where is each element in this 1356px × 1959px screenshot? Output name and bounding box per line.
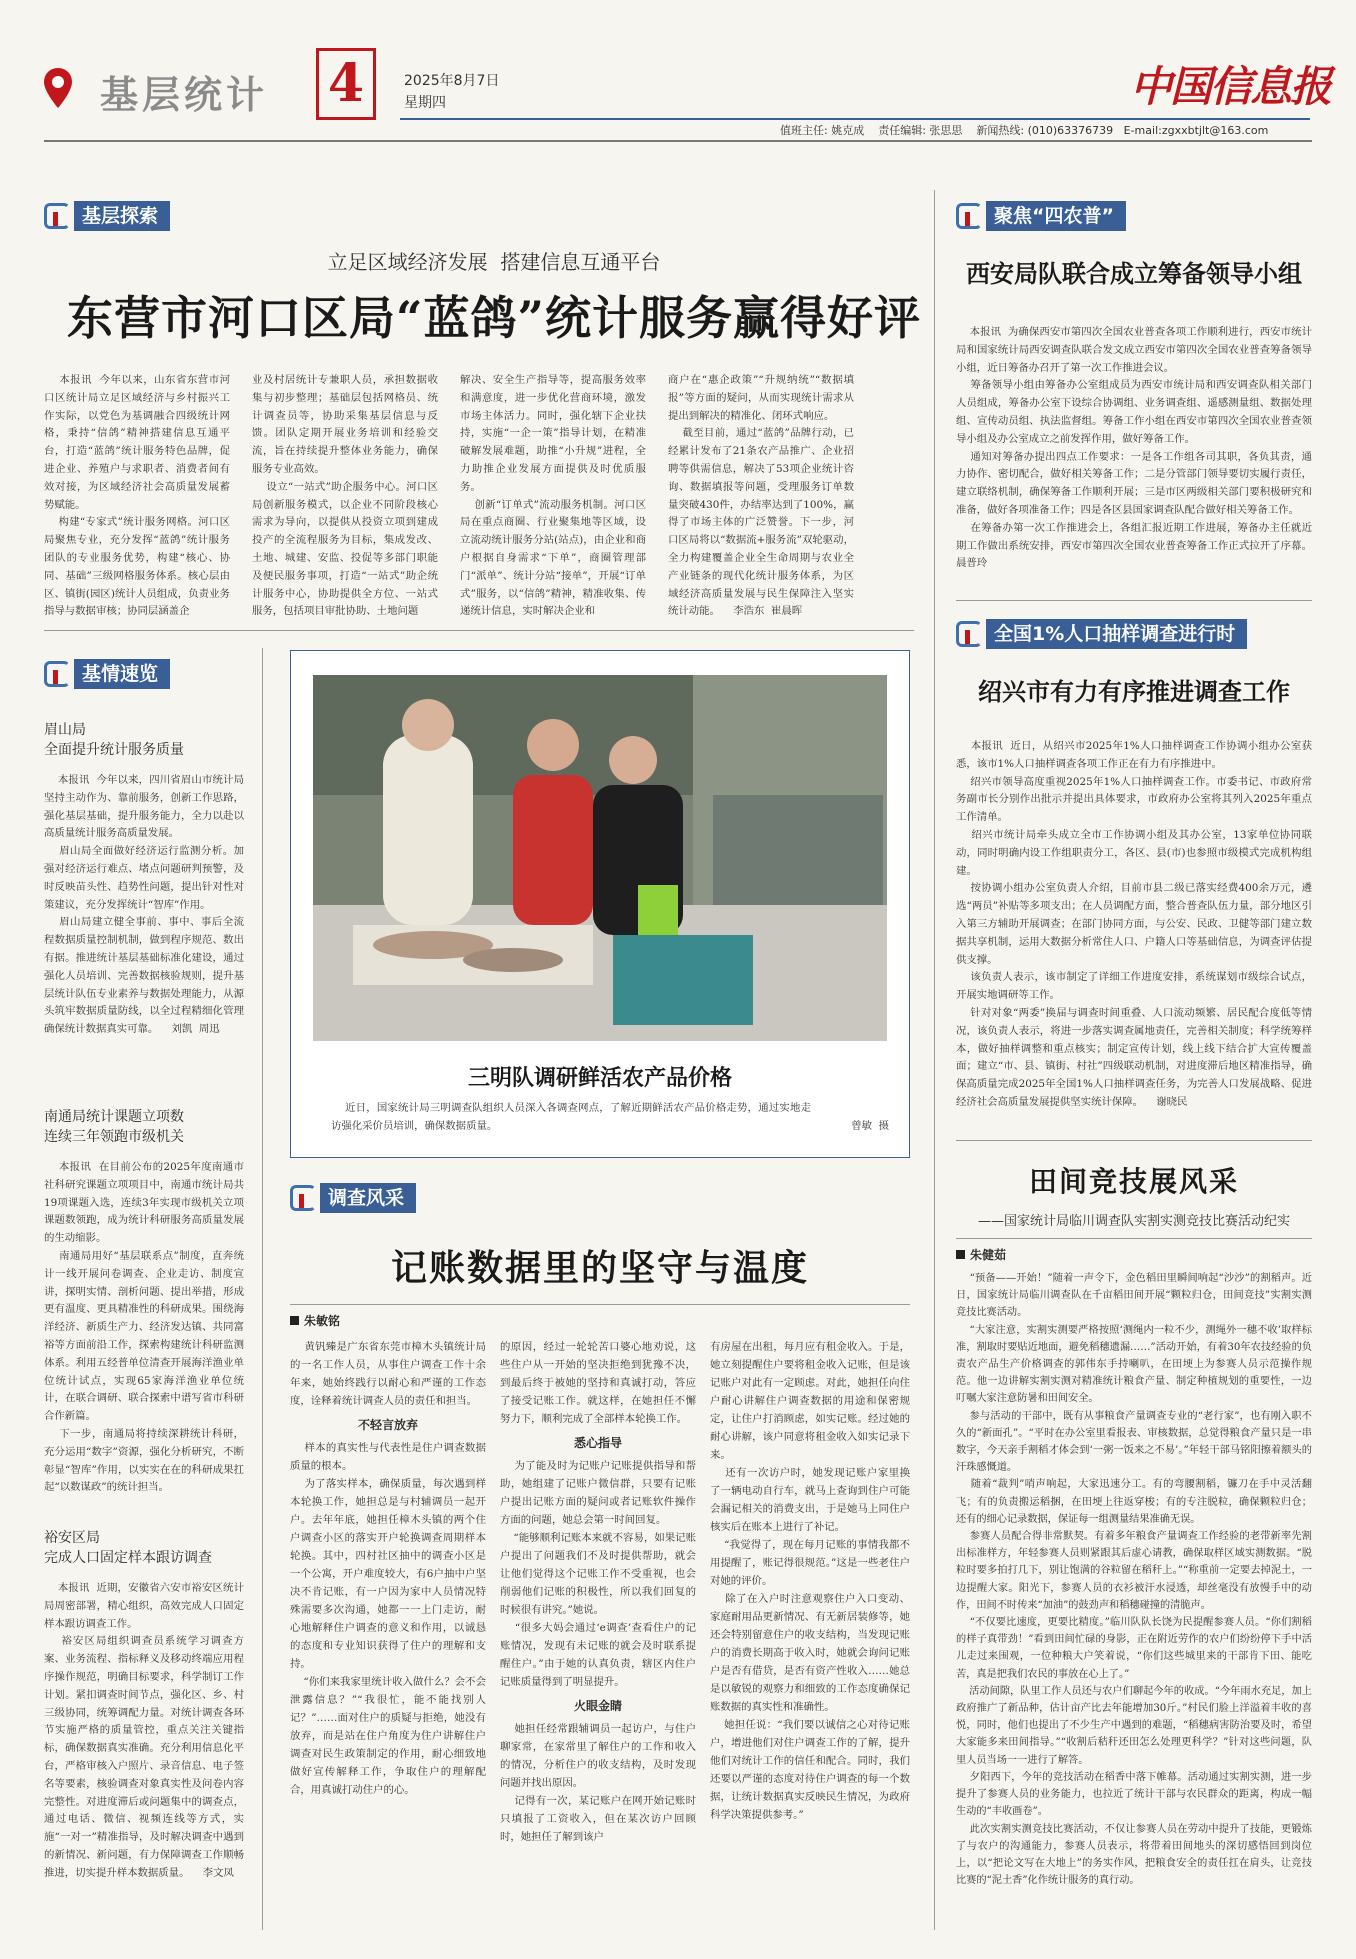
brief-title: 完成人口固定样本跟访调查 [44, 1550, 212, 1566]
feature-text: 黄钒臻是广东省东莞市樟木头镇统计局的一名工作人员，从事住户调查工作十余年来，她始终践行以耐心和严谨的工作态度，诠释着统计调查人员的责任和担当。 [290, 1341, 487, 1407]
right-top-headline: 西安局队联合成立筹备领导小组 [966, 259, 1302, 288]
issue-date: 2025年8月7日 [404, 73, 500, 89]
feature-subhead: 火眼金睛 [573, 1699, 622, 1713]
brief-title: 连续三年领跑市级机关 [44, 1129, 184, 1145]
lead-col-2: 业及村居统计专兼职人员，承担数据收集与初步整理；基础层包括网格员、统计调查员等，协助采集基层信息与反馈。团队定期开展业务培训和经验交流，旨在持续提升整体业务能力，确保服务专业高效。 设立“一站式”助企服务中心。河口区局创新服务模式，以企业不同阶段核心需求为导向，以提供从投资立项到建成投产的全流程服务为目标，集成发改、土地、城建、安监、投促等多部门职能及便民服务事项，打造“一站式”助企统计服务中心，协助提供全方位、一站式服务，包括项目审批协助、土地问题 [252, 374, 439, 618]
location-pin-icon [44, 68, 72, 108]
photo-caption-title: 三明队调研鲜活农产品价格 [467, 1065, 732, 1091]
right-feature-text: “预备——开始！”随着一声令下，金色稻田里瞬间响起“沙沙”的割稻声。近日，国家统计局临川调查队在千亩稻田间开展“颗粒归仓，田间竞技”实割实测竞技比赛活动。 “大家注意，实割实测要严格按照‘测绳内一粒不少，测绳外一穗不收’取样标准，割取时要贴近地面，避免稻穗遗漏……”活动开始，有着30年农技经验的负责农产品生产价格调查的郭伟东手持喇叭，在田埂上为参赛人员示范操作规范。他一边讲解实割实测对精准统计粮食产量、制定种植规划的重要性，一边叮嘱大家注意防暑和田间安全。 参与活动的干部中，既有从事粮食产量调查专业的“老行家”，也有刚入职不久的“新面孔”。“平时在办公室里看报表、审核数据，总觉得粮食产量只是一串数字，今天亲手割稻才体会到‘一粥一饭来之不易’。”年轻干部马铭阳擦着额头的汗珠感慨道。 随着“裁判”哨声响起，大家迅速分工。有的弯腰割稻，镰刀在手中灵活翻飞；有的负责搬运稻捆，在田埂上往返穿梭；有的专注脱粒，确保颗粒归仓；还有的细心记录数据，保证每一组测量结果准确无误。 参赛人员配合得非常默契。有着多年粮食产量调查工作经验的老带新率先割出标准样方，年轻参赛人员则紧跟其后虚心请教，确保取样区域实测数据。“脱粒时要多拍打几下，别让饱满的谷粒留在稻秆上。”“称重前一定要去掉泥土，一边提醒大家。阳光下，参赛人员的衣衫被汗水浸透，却丝毫没有放慢手中的动作，田间不时传来“加油”的鼓劲声和稻穗碰撞的清脆声。 “不仅要比速度，更要比精度。”临川队队长饶为民提醒参赛人员。“你们割稻的样子真带劲！”看到田间忙碌的身影，正在附近劳作的农户们纷纷停下手中活儿走过来围观，一位种粮大户笑着说，“你们这些城里来的干部肯下田、能吃苦，真是把我们农民的事放在心上了。” 活动间隙，队里工作人员还与农户们聊起今年的收成。“今年雨水充足，加上政府推广了新品种，估计亩产比去年能增加30斤。”村民们脸上洋溢着丰收的喜悦，同时，他们也提出了不少生产中遇到的难题，“稻穗病害防治要及时，希望大家能多来田间指导。”“收割后秸秆还田怎么处理更科学？”针对这些问题，队里人员当场一一进行了解答。 夕阳西下，今年的竞技活动在稻香中落下帷幕。活动通过实割实测，进一步提升了参赛人员的业务能力，也拉近了统计干部与农民群众的距离，构成一幅生动的“丰收画卷”。 此次实割实测竞技比赛活动，不仅让参赛人员在劳动中提升了技能，更锻炼了与农户的沟通能力，参赛人员表示，将带着田间地头的深切感悟回到岗位上，以“把论文写在大地上”的务实作风，把粮食安全的责任扛在肩头，让竞技比赛的“泥土香”化作统计服务的真行动。 [956, 1273, 1312, 1887]
feature-text: 的原因，经过一轮轮苦口婆心地劝说，这些住户从一开始的坚决拒绝到犹豫不决，到最后终于被她的坚持和真诚打动，答应了接受记账工作。就这样，在她担任不懈努力下，顺利完成了全部样本轮换工作。 [500, 1341, 696, 1425]
column-mark-icon [44, 203, 70, 229]
section-name: 基层统计 [100, 73, 269, 117]
right-top-text: 本报讯 为确保西安市第四次全国农业普查各项工作顺利进行，西安市统计局和国家统计局西安调查队联合发文成立西安市第四次全国农业普查筹备领导小组，近日筹备办召开了第一次工作推进会议。 筹备领导小组由筹备办公室组成员为西安市统计局和西安调查队相关部门人员组成，筹备办公室下设综合协调组、业务调查组、遥感测量组、数据处理组、宣传动员组、执法监督组。筹备工作小组在西安市第四次全国农业普查领导小组及办公室成立之前发挥作用，做好筹备工作。 通知对筹备办提出四点工作要求：一是各工作组各司其职，各负其责，通力协作、密切配合，做好相关筹备工作；二是分管部门领导要切实履行责任，建立联络机制，确保筹备工作顺利开展；三是市区两级相关部门要积极研究和准备，做好各项准备工作；四是各区县国家调查队配合做好相关筹备工作。 在筹备办第一次工作推进会上，各组汇报近期工作进展，筹备办主任就近期工作做出系统安排，西安市第四次全国农业普查筹备工作正式拉开了序幕。 晨普玲 [956, 326, 1312, 570]
column-label-briefs: 基情速览 [44, 658, 184, 690]
brief-text: 本报讯 今年以来，四川省眉山市统计局坚持主动作为、靠前服务，创新工作思路，强化基层基础，提升服务能力，全力以赴以高质量统计服务高质量发展。 眉山局全面做好经济运行监测分析。加强对经济运行难点、堵点问题研判预警，及时反映苗头性、趋势性问题，提出针对性对策建议，充分发挥统计“智库”作用。 眉山局建立健全事前、事中、事后全流程数据质量控制机制，做到程序规范、数出有据。推进统计基层基础标准化建设，通过强化人员培训、完善数据核验规则，提升基层统计队伍专业素养与数据处理能力，从源头筑牢数据质量防线，以全过程精细化管理确保统计数据真实可靠。 刘凯 周迅 [44, 774, 245, 1036]
main-vertical-rule [934, 190, 935, 1930]
right-mid-text: 本报讯 近日，从绍兴市2025年1%人口抽样调查工作协调小组办公室获悉，该市1%人口抽样调查各项工作正在有力有序推进中。 绍兴市领导高度重视2025年1%人口抽样调查工作。市委书记、市政府常务副市长分别作出批示并提出具体要求，市政府办公室将其列入2025年重点工作清单。 绍兴市统计局牵头成立全市工作协调小组及其办公室，13家单位协同联动，同时明确内设工作组职责分工，各区、县(市)也参照市级模式完成机构组建。 按协调小组办公室负责人介绍，目前市县二级已落实经费400余万元，遴选“两员”补贴等多项支出；在人员调配方面，整合普查队伍力量，部分地区引入第三方辅助开展调查；在部门协同方面，与公安、民政、卫健等部门建立数据共享机制，运用大数据分析常住人口、户籍人口等基础信息，为调查评估提供支撑。 该负责人表示，该市制定了详细工作进度安排，系统谋划市级综合试点，开展实地调研等工作。 针对对象“两委”换届与调查时间重叠、人口流动频繁、居民配合度低等情况，该负责人表示，将进一步落实调查属地责任，完善相关制度；科学统筹样本，做好抽样调整和重点核实；制定宣传计划，线上线下结合扩大宣传覆盖面；建立“市、县、镇街、村社”四级联动机制，对进度滞后地区精准指导，确保高质量完成2025年全国1%人口抽样调查任务，为完善人口发展战略、促进经济社会高质量发展提供坚实统计保障。 谢晓民 [956, 740, 1313, 1108]
editors-line: 值班主任: 姚克成 责任编辑: 张思思 新闻热线: (010)63376739 E-mail:zgxxbtjlt@163.com [780, 124, 1269, 137]
header-rule-bottom [44, 140, 1312, 142]
brief-text: 本报讯 在目前公布的2025年度南通市社科研究课题立项项目中，南通市统计局共19项课题入选，连续3年实现市级机关立项课题数领跑，成为统计科研服务高质量发展的生动缩影。 南通局用好“基层联系点”制度，直奔统计一线开展问卷调查、企业走访、制度宣讲，探明实情、剖析问题、提出举措，形成更有温度、更具精准性的科研成果。围绕海洋经济、新质生产力、经济发达镇、共同富裕等方面前沿工作，探索构建统计科研监测体系。利用五经普单位清查开展海洋渔业单位统计试点，实现65家海洋渔业单位统计，在联合调研、联合探索中谱写省市科研合作新篇。 下一步，南通局将持续深耕统计科研，充分运用“数字”资源，强化分析研究，不断彰显“智库”作用，以实实在在的科研成果扛起“以数谋政”的统计担当。 [44, 1161, 245, 1494]
right-mid-headline: 绍兴市有力有序推进调查工作 [978, 677, 1290, 706]
column-mark-icon [44, 661, 70, 687]
header-rule-top [400, 118, 1310, 120]
masthead-logo: 中国信息报 [1130, 62, 1331, 111]
feature-text: 她担任经常跟辅调员一起访户，与住户聊家常，在家常里了解住户的工作和收入的情况，分析住户的收支结构，及时发现问题并找出原因。 记得有一次，某记账户在网开始记账时只填报了工资收入，但在某次访户回顾时，她担任了解到该户 [500, 1723, 697, 1843]
brief-title: 全面提升统计服务质量 [44, 742, 184, 758]
feature-headline: 记账数据里的坚守与温度 [390, 1247, 809, 1289]
brief-text: 本报讯 近期，安徽省六安市裕安区统计局周密部署，精心组织，高效完成人口固定样本跟访调查工作。 裕安区局组织调查员系统学习调查方案、业务流程、指标释义及移动终端应用程序操作规范，明确目标要求，科学制订工作计划。紧扣调查时间节点，强化区、乡、村三级协同，统筹调配力量。对统计调查各环节实施严格的质量管控，重点关注关键指标，确保数据真实准确。充分利用信息化平台，严格审核入户照片、录音信息、电子签名等要素，核验调查对象真实性及问卷内容完整性。对进度滞后或问题集中的调查点，通过电话、微信、视频连线等方式，实施“一对一”精准指导，及时解决调查中遇到的新情况、新问题，有力保障调查工作顺畅推进，切实提升样本数据质量。 李文凤 [44, 1582, 245, 1879]
right-top-rule [956, 600, 1312, 601]
feature-subhead: 不轻言放弃 [357, 1418, 418, 1432]
right-feature-author: 朱健茹 [956, 1246, 1006, 1263]
lead-col-1: 本报讯 今年以来，山东省东营市河口区统计局立足区域经济与乡村振兴工作实际，以党色为基调融合四级统计网格，秉持“信鸽”精神搭建信息互通平台，打造“蓝鸽”统计服务特色品牌，促进企业、养殖户与求职者、消费者间有效对接，为区域经济社会高质量发展蓄势赋能。 构建“专家式”统计服务网格。河口区局聚焦专业，充分发挥“蓝鸽”统计服务团队的专业服务优势，构建“核心、协同、基础”三级网格服务体系。核心层由区、镇街(园区)统计人员组成，负责业务指导与数据审核；协同层涵盖企 [44, 374, 231, 618]
issue-weekday: 星期四 [404, 95, 446, 111]
lead-col-3: 解决、安全生产指导等，提高服务效率和满意度，进一步优化营商环境，激发市场主体活力。同时，强化辖下企业扶持，实施“一企一策”指导计划，在精准破解发展难题，助推“小升规”进程，全力助推企业发展方面提供及时优质服务。 创新“订单式”流动服务机制。河口区局在重点商圈、行业聚集地等区域，设立流动统计服务分站(站点)，由企业和商户根据自身需求“下单”，商圈管理部门“派单”、统计分站“接单”，开展“订单式”服务，以“信鸽”精神，精准收集、传递统计信息，实时解决企业和 [460, 374, 647, 618]
feature-author: 朱敏铭 [290, 1312, 340, 1329]
column-label-grassroots: 基层探索 [44, 200, 184, 232]
page-header [0, 0, 1356, 170]
column-mark-icon [956, 203, 982, 229]
column-mark-icon [956, 621, 982, 647]
sidebar-vertical-rule [262, 648, 263, 1930]
photo-caption-text: 近日，国家统计局三明调查队组织人员深入各调查网点，了解近期鲜活农产品价格走势，通过实地走访强化采价员培训，确保数据质量。 [331, 1102, 811, 1132]
feature-subhead: 悉心指导 [573, 1436, 622, 1450]
right-feature-rule [956, 1238, 1312, 1239]
brief-item [44, 1528, 244, 1883]
photo-credit: 曾敏 摄 [851, 1120, 889, 1132]
page-number-box [316, 48, 376, 120]
lead-col-4: 商户在“惠企政策”“升规纳统”“数据填报”等方面的疑问，从而实现统计需求从提出到解决的精准化、闭环式响应。 截至目前，通过“蓝鸽”品牌行动，已经累计发布了21条农产品推广、企业招聘等供需信息，解决了53项企业统计咨询、数据填报等问题，受理服务订单数量突破430件，办结率达到了100%，赢得了市场主体的广泛赞誉。下一步，河口区局将以“数据流+服务流”双轮驱动，全力构建覆盖企业全生命周期与农业全产业链条的现代化统计服务体系，为区域经济高质量发展与民生保障注入坚实统计动能。 李浩东 崔晨晖 [668, 374, 855, 618]
column-mark-icon [290, 1185, 316, 1211]
lead-headline: 东营市河口区局“蓝鸽”统计服务赢得好评 [67, 291, 921, 345]
market-photo [313, 675, 887, 1041]
market-photo-illustration [313, 675, 887, 1041]
feature-text: 为了能及时为记账户记账提供指导和帮助，她组建了记账户微信群，只要有记账户提出记账方面的疑问或者记账软件操作方面的问题，她总会第一时间回复。 “能够顺利记账本来就不容易，如果记账户提出了问题我们不及时提供帮助，就会让他们觉得这个记账工作不受重视，也会削弱他们记账的积极性，所以我们回复的时候很有讲究。”她说。 “很多大妈会通过‘e调查’查看住户的记账情况，发现有未记账的就会及时联系提醒住户。”由于她的认真负责，辖区内住户记账质量得到了明显提升。 [500, 1460, 697, 1688]
feature-text: 样本的真实性与代表性是住户调查数据质量的根本。 为了落实样本，确保质量，每次遇到样本轮换工作，她担总是与村辅调员一起开户。去年年底，她担任樟木头镇的两个住户调查小区的落实开户轮换调查周期样本轮换。其中，四村社区抽中的调查小区是一个公寓，开户难度较大，有6户抽中户坚决不肯记账，有一户因为家中人员情况特殊需要多次沟通，她都一一上门走访，耐心地解释住户调查的意义和作用，以诚恳的态度和专业知识获得了住户的理解和支持。 “你们来我家里统计收入做什么？会不会泄露信息？”“我很忙，能不能找别人记？”……面对住户的质疑与拒绝，她没有放弃，而是站在住户角度为住户讲解住户调查对民生政策制定的作用，耐心细致地做好宣传解释工作，争取住户的理解配合，用真诚打动住户的心。 [290, 1442, 487, 1796]
brief-item [44, 1107, 244, 1497]
feature-col-3 [710, 1338, 910, 1824]
lead-kicker: 立足区域经济发展 搭建信息互通平台 [327, 250, 661, 274]
brief-title: 眉山局 [44, 722, 86, 738]
right-feature-subhead: ——国家统计局临川调查队实割实测竞技比赛活动纪实 [977, 1214, 1290, 1229]
brief-title: 南通局统计课题立项数 [44, 1109, 184, 1125]
right-mid-rule [956, 1140, 1312, 1141]
brief-title: 裕安区局 [44, 1530, 100, 1546]
feature-rule [290, 1304, 910, 1305]
lead-bottom-rule [44, 630, 914, 631]
feature-col-2 [500, 1338, 696, 1846]
page-number: 4 [327, 53, 365, 114]
right-feature-headline: 田间竞技展风采 [1028, 1165, 1239, 1198]
column-label-agri-census: 聚焦“四农普” [956, 200, 1168, 232]
feature-col-1 [290, 1338, 486, 1799]
feature-text: 有房屋在出租，每月应有租金收入。于是，她立刻提醒住户要将租金收入记账，但是该记账户对此有一定顾虑。对此，她担任向住户耐心讲解住户调查数据的用途和保密规定，让住户打消顾虑，如实记账。经过她的耐心讲解，该户同意将租金收入如实记录下来。 还有一次访户时，她发现记账户家里换了一辆电动自行车，就马上查询到住户可能会漏记相关的消费支出，于是她马上同住户核实后在账本上进行了补记。 “我觉得了，现在每月记账的事情我都不用提醒了，账记得很规范。”这是一些老住户对她的评价。 除了在入户时注意观察住户入口变动、家庭耐用品更新情况、有无新居装修等，她还会特别留意住户的收支结构，当发现记账户的消费长期高于收入时，她就会询问记账户是否有借贷，是否有资产性收入……她总是以敏锐的观察力和细致的工作态度确保记账数据的真实性和准确性。 她担任说：“我们要以诚信之心对待记账户，增进他们对住户调查工作的了解，提升他们对统计工作的信任和配合。同时，我们还要以严谨的态度对待住户调查的每一个数据，让统计数据真实反映民生情况，为政府科学决策提供参考。” [710, 1341, 911, 1821]
brief-item [44, 720, 244, 1039]
column-label-survey: 调查风采 [290, 1182, 430, 1214]
photo-frame [290, 650, 910, 1158]
column-label-population-sample: 全国1%人口抽样调查进行时 [956, 618, 1312, 650]
